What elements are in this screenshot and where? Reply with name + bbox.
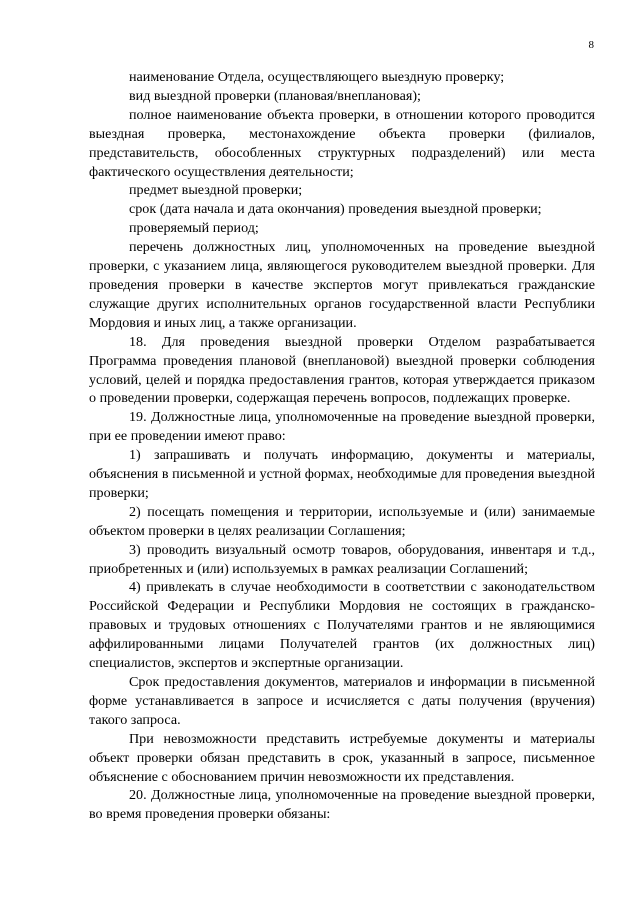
paragraph-inspection-object: полное наименование объекта проверки, в отношении которого проводится выездная проверка, местонахождение объекта проверки (филиалов, представительств, обособленных структурных подразделений) или места фактического осуществления деятельности; (89, 106, 595, 180)
paragraph-clause-20: 20. Должностные лица, уполномоченные на проведение выездной проверки, во время проведения проверки обязаны: (89, 787, 595, 823)
paragraph-inspection-officials: перечень должностных лиц, уполномоченных на проведение выездной проверки, с указанием лица, являющегося руководителем выездной проверки. Для проведения проверки в качестве экспертов могут привлекаться гражданские служащие других исполнительных органов государственной власти Республики Мордовия и иных лиц, а также организации. (89, 239, 595, 331)
paragraph-inspection-type: вид выездной проверки (плановая/внеплановая); (129, 87, 421, 104)
paragraph-clause-18: 18. Для проведения выездной проверки Отделом разрабатывается Программа проведения плановой (внеплановой) выездной проверки соблюдения условий, целей и порядка предоставления грантов, которая утверждается приказом о проведении проверки, содержащая перечень вопросов, подлежащих проверке. (89, 333, 595, 407)
paragraph-inspection-subject: предмет выездной проверки; (129, 182, 303, 199)
paragraph-inspection-department: наименование Отдела, осуществляющего выездную проверку; (129, 69, 505, 85)
paragraph-right-2: 2) посещать помещения и территории, используемые и (или) занимаемые объектом проверки в целях реализации Соглашения; (89, 503, 595, 539)
paragraph-inspection-period: проверяемый период; (129, 220, 259, 237)
paragraph-document-deadline: Срок предоставления документов, материалов и информации в письменной форме устанавливается в запросе и исчисляется с даты получения (вручения) такого запроса. (89, 674, 595, 728)
paragraph-clause-19: 19. Должностные лица, уполномоченные на проведение выездной проверки, при ее проведении имеют право: (89, 409, 595, 445)
page-number: 8 (588, 39, 594, 51)
paragraph-inspection-dates: срок (дата начала и дата окончания) проведения выездной проверки; (129, 201, 542, 218)
paragraph-impossibility: При невозможности представить истребуемые документы и материалы объект проверки обязан представить в срок, указанный в запросе, письменное объяснение с обоснованием причин невозможности их представления. (89, 730, 595, 785)
document-body (89, 68, 595, 824)
paragraph-right-1: 1) запрашивать и получать информацию, документы и материалы, объяснения в письменной и устной формах, необходимые для проведения выездной проверки; (89, 447, 595, 501)
paragraph-right-4: 4) привлекать в случае необходимости в соответствии с законодательством Российской Федерации и Республики Мордовия не состоящих в гражданско-правовых и трудовых отношениях с Получателями грантов и не являющимися аффилированными лицами Получателей грантов (их должностных лиц) специалистов, экспертов и экспертные организации. (89, 579, 595, 672)
paragraph-right-3: 3) проводить визуальный осмотр товаров, оборудования, инвентаря и т.д., приобретенных и (или) используемых в рамках реализации Соглашений; (89, 541, 595, 577)
